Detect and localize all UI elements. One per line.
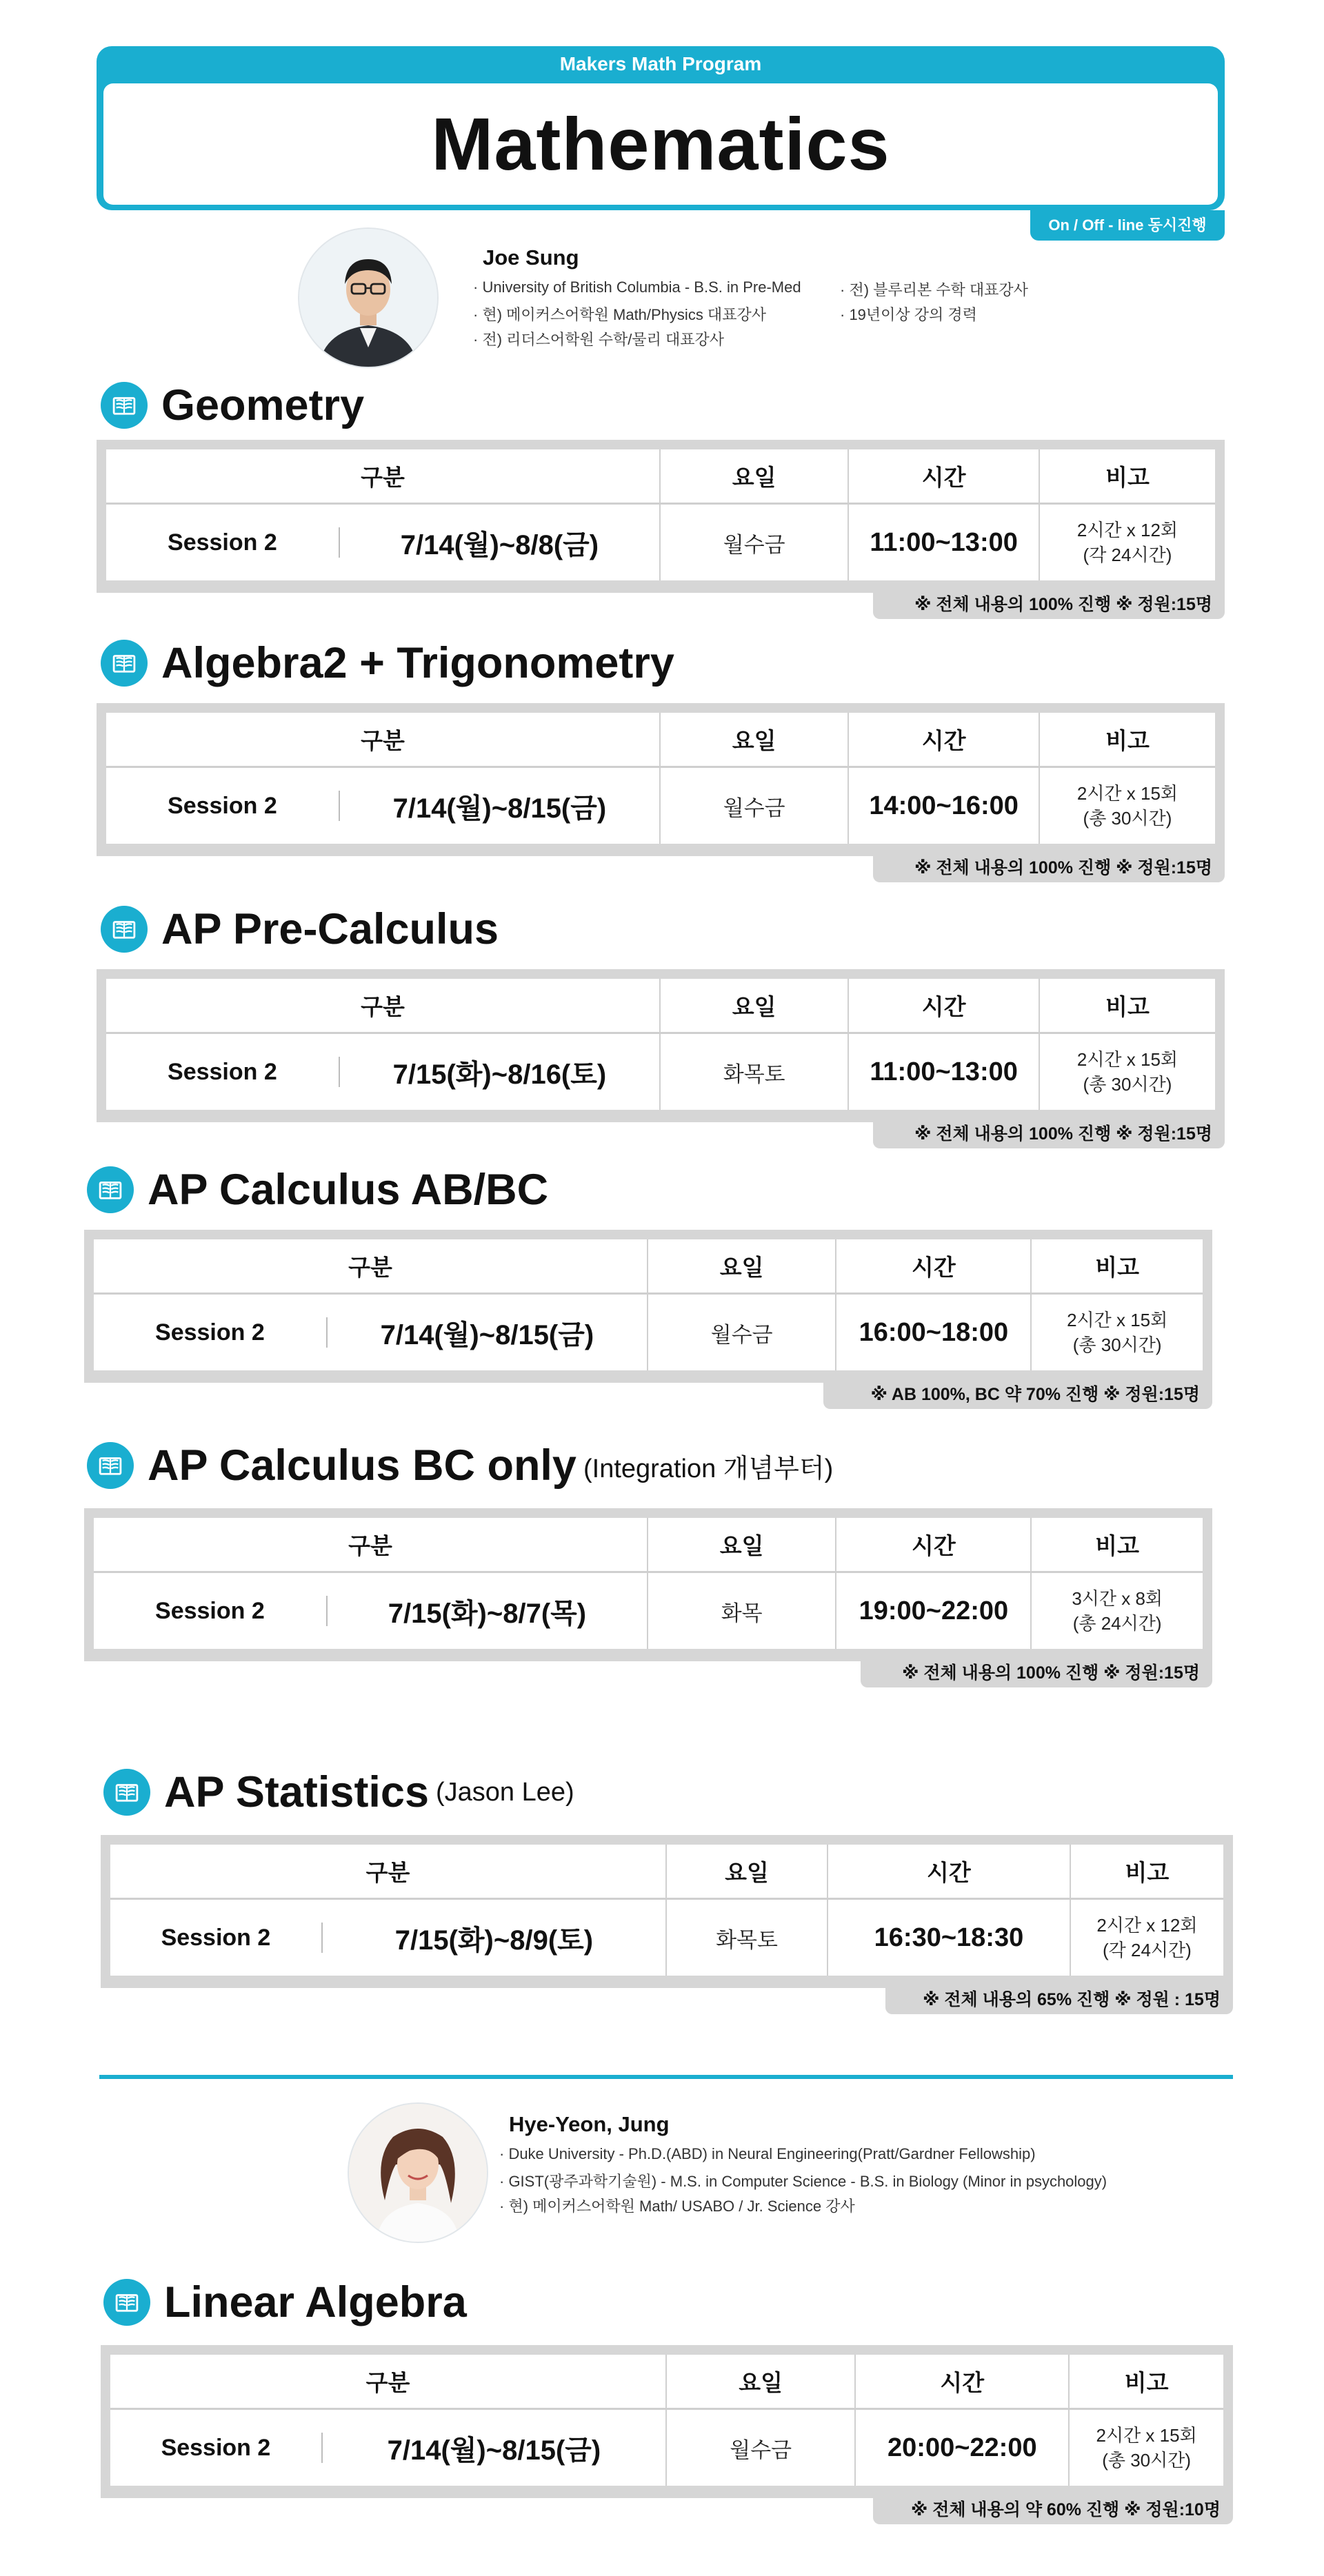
class-days: 화목토 xyxy=(667,1900,828,1976)
class-days: 월수금 xyxy=(667,2410,856,2486)
class-time: 11:00~13:00 xyxy=(849,505,1040,580)
schedule-table xyxy=(84,1508,1212,1661)
session-label: Session 2 xyxy=(168,792,277,819)
page-title: Mathematics xyxy=(431,102,890,185)
header-note: 비고 xyxy=(1095,1255,1140,1280)
header-time: 시간 xyxy=(836,1518,1032,1571)
note-hours: (각 24시간) xyxy=(1103,1940,1192,1960)
class-time: 19:00~22:00 xyxy=(836,1573,1032,1649)
book-icon xyxy=(87,1166,134,1213)
note-hours: (총 30시간) xyxy=(1102,2450,1192,2471)
class-days: 월수금 xyxy=(648,1295,836,1370)
class-note xyxy=(1032,1295,1203,1370)
header-days: 요일 xyxy=(648,1239,836,1292)
schedule-table xyxy=(101,2345,1233,2498)
session-label: Session 2 xyxy=(155,1319,265,1346)
instructor-photo-joe-sung xyxy=(298,227,439,368)
session-label: Session 2 xyxy=(161,2434,271,2461)
table-row xyxy=(110,2410,1223,2486)
class-time: 11:00~13:00 xyxy=(849,1034,1040,1110)
header-note: 비고 xyxy=(1124,2370,1169,2395)
class-time: 20:00~22:00 xyxy=(856,2410,1070,2486)
course-title: Linear Algebra xyxy=(164,2278,467,2326)
book-icon xyxy=(87,1442,134,1489)
course-footnote: ※ 전체 내용의 100% 진행 ※ 정원:15명 xyxy=(873,587,1225,619)
header-note: 비고 xyxy=(1095,1533,1140,1559)
schedule-table xyxy=(97,440,1225,593)
table-row xyxy=(110,1900,1223,1976)
schedule-table xyxy=(84,1230,1212,1383)
schedule-table xyxy=(97,969,1225,1122)
course-heading xyxy=(101,636,674,691)
header-time: 시간 xyxy=(828,1845,1071,1898)
class-note xyxy=(1032,1573,1203,1649)
table-row xyxy=(106,768,1215,844)
section-divider xyxy=(99,2075,1233,2079)
note-sessions: 2시간 x 15회 xyxy=(1096,2425,1197,2446)
session-dates: 7/14(월)~8/15(금) xyxy=(380,1319,594,1350)
header-division: 구분 xyxy=(94,1518,648,1571)
course-title: Algebra2 + Trigonometry xyxy=(161,639,674,687)
session-label: Session 2 xyxy=(155,1597,265,1624)
class-note xyxy=(1071,1900,1223,1976)
course-title: AP Pre-Calculus xyxy=(161,905,499,953)
instructor-credential: · 전) 블루리본 수학 대표강사 xyxy=(840,281,1028,298)
table-row xyxy=(106,1034,1215,1110)
course-heading xyxy=(87,1162,548,1217)
instructor-credential: · GIST(광주과학기술원) - M.S. in Computer Science - B.S. in Biology (Minor in psychology) xyxy=(499,2173,1107,2190)
class-days: 월수금 xyxy=(661,768,849,844)
book-icon xyxy=(103,1769,150,1816)
course-heading xyxy=(101,378,364,433)
header-days: 요일 xyxy=(661,979,849,1032)
session-dates: 7/15(화)~8/9(토) xyxy=(394,1925,594,1956)
course-subtitle: (Integration 개념부터) xyxy=(583,1454,834,1483)
book-icon xyxy=(101,382,148,429)
program-name: Makers Math Program xyxy=(559,53,762,74)
book-icon xyxy=(101,640,148,687)
course-footnote: ※ 전체 내용의 100% 진행 ※ 정원:15명 xyxy=(873,1117,1225,1148)
course-heading xyxy=(101,902,499,957)
note-sessions: 2시간 x 15회 xyxy=(1067,1310,1168,1330)
session-dates: 7/14(월)~8/15(금) xyxy=(392,793,607,824)
session-dates: 7/15(화)~8/16(토) xyxy=(392,1059,607,1090)
note-sessions: 2시간 x 15회 xyxy=(1076,783,1178,804)
course-title: AP Calculus BC only xyxy=(148,1441,576,1490)
book-icon xyxy=(103,2279,150,2326)
header-note: 비고 xyxy=(1105,465,1150,490)
header-division: 구분 xyxy=(106,713,661,766)
header-division: 구분 xyxy=(94,1239,648,1292)
class-time: 14:00~16:00 xyxy=(849,768,1040,844)
table-row xyxy=(106,505,1215,580)
instructor-credential: · 19년이상 강의 경력 xyxy=(840,306,977,323)
header-time: 시간 xyxy=(849,449,1040,503)
book-icon xyxy=(101,906,148,953)
class-note xyxy=(1040,505,1215,580)
header-division: 구분 xyxy=(110,1845,667,1898)
note-sessions: 3시간 x 8회 xyxy=(1072,1588,1163,1609)
instructor-credential: · Duke University - Ph.D.(ABD) in Neural Engineering(Pratt/Gardner Fellowship) xyxy=(499,2145,1036,2162)
session-dates: 7/14(월)~8/8(금) xyxy=(400,529,599,560)
note-sessions: 2시간 x 15회 xyxy=(1076,1049,1178,1070)
header-time: 시간 xyxy=(856,2355,1070,2408)
header-note: 비고 xyxy=(1105,728,1150,753)
instructor-name: Joe Sung xyxy=(483,245,579,270)
class-time: 16:00~18:00 xyxy=(836,1295,1032,1370)
header-days: 요일 xyxy=(667,1845,828,1898)
instructor-credential: · 현) 메이커스어학원 Math/Physics 대표강사 xyxy=(473,306,766,323)
schedule-table xyxy=(97,703,1225,856)
header-days: 요일 xyxy=(661,713,849,766)
note-hours: (총 30시간) xyxy=(1083,1074,1172,1095)
header-division: 구분 xyxy=(106,449,661,503)
note-hours: (각 24시간) xyxy=(1083,545,1172,565)
class-note xyxy=(1040,1034,1215,1110)
class-note xyxy=(1040,768,1215,844)
table-row xyxy=(94,1295,1203,1370)
course-footnote: ※ 전체 내용의 100% 진행 ※ 정원:15명 xyxy=(873,851,1225,882)
course-subtitle: (Jason Lee) xyxy=(436,1777,574,1807)
instructor-name: Hye-Yeon, Jung xyxy=(509,2112,670,2136)
class-time: 16:30~18:30 xyxy=(828,1900,1071,1976)
header-note: 비고 xyxy=(1125,1860,1170,1885)
header-days: 요일 xyxy=(648,1518,836,1571)
header-note: 비고 xyxy=(1105,994,1150,1020)
instructor-photo-hye-yeon-jung xyxy=(348,2102,488,2243)
session-dates: 7/15(화)~8/7(목) xyxy=(388,1598,587,1629)
note-hours: (총 30시간) xyxy=(1083,808,1172,829)
note-hours: (총 24시간) xyxy=(1072,1613,1162,1634)
header-time: 시간 xyxy=(849,713,1040,766)
note-sessions: 2시간 x 12회 xyxy=(1076,520,1178,540)
course-heading xyxy=(87,1438,833,1493)
course-heading xyxy=(103,1765,574,1820)
note-hours: (총 30시간) xyxy=(1072,1335,1162,1355)
header-division: 구분 xyxy=(110,2355,667,2408)
session-label: Session 2 xyxy=(168,1058,277,1085)
mode-tag: On / Off - line 동시진행 xyxy=(1030,210,1225,241)
course-title: AP Statistics xyxy=(164,1768,429,1816)
program-header xyxy=(97,46,1225,210)
course-footnote: ※ 전체 내용의 100% 진행 ※ 정원:15명 xyxy=(861,1656,1212,1687)
class-days: 화목토 xyxy=(661,1034,849,1110)
course-footnote: ※ 전체 내용의 약 60% 진행 ※ 정원:10명 xyxy=(873,2493,1233,2524)
course-title: AP Calculus AB/BC xyxy=(148,1166,549,1214)
schedule-table xyxy=(101,1835,1233,1988)
instructor-credential: · 현) 메이커스어학원 Math/ USABO / Jr. Science 강사 xyxy=(499,2198,855,2215)
table-row xyxy=(94,1573,1203,1649)
instructor-credential: · 전) 리더스어학원 수학/물리 대표강사 xyxy=(473,331,724,348)
course-heading xyxy=(103,2275,467,2330)
course-title: Geometry xyxy=(161,381,365,429)
session-label: Session 2 xyxy=(168,529,277,556)
header-time: 시간 xyxy=(849,979,1040,1032)
course-footnote: ※ AB 100%, BC 약 70% 진행 ※ 정원:15명 xyxy=(823,1377,1212,1409)
header-division: 구분 xyxy=(106,979,661,1032)
note-sessions: 2시간 x 12회 xyxy=(1096,1915,1198,1936)
header-days: 요일 xyxy=(661,449,849,503)
session-dates: 7/14(월)~8/15(금) xyxy=(387,2435,601,2466)
header-days: 요일 xyxy=(667,2355,856,2408)
header-time: 시간 xyxy=(836,1239,1032,1292)
class-days: 화목 xyxy=(648,1573,836,1649)
title-panel xyxy=(103,83,1218,205)
instructor-credential: · University of British Columbia - B.S. in Pre-Med xyxy=(473,278,801,296)
class-note xyxy=(1070,2410,1223,2486)
session-label: Session 2 xyxy=(161,1924,271,1951)
course-footnote: ※ 전체 내용의 65% 진행 ※ 정원 : 15명 xyxy=(885,1982,1233,2014)
class-days: 월수금 xyxy=(661,505,849,580)
